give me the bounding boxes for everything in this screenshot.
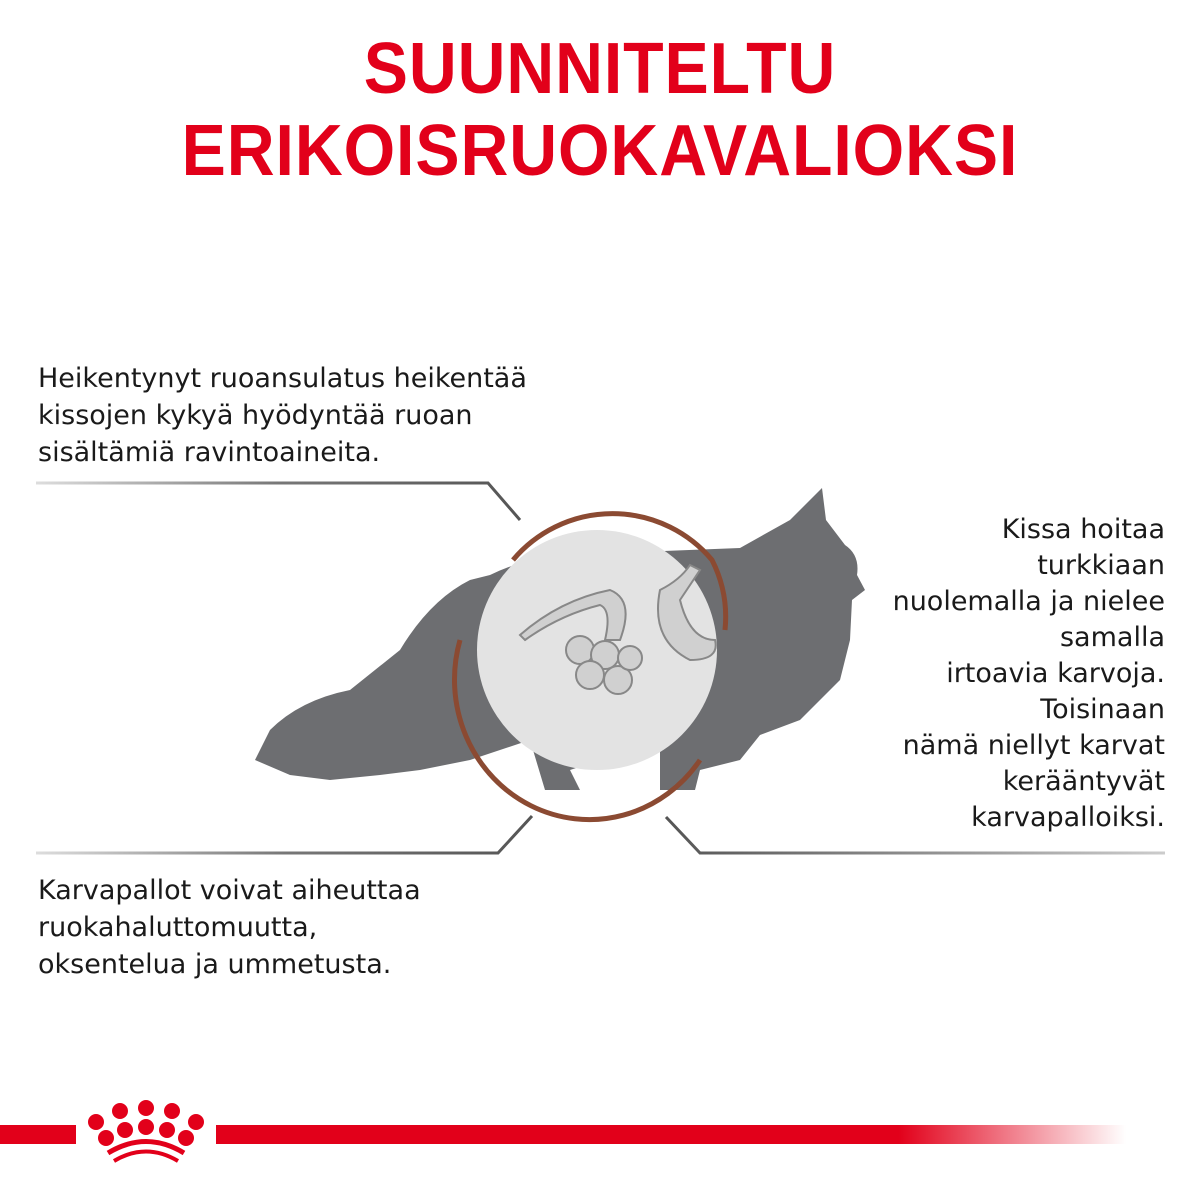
callout-right bbox=[893, 512, 1165, 836]
callout-line: kerääntyvät bbox=[1002, 766, 1165, 797]
callout-line: Toisinaan bbox=[1040, 694, 1165, 725]
crown-logo-icon bbox=[88, 1100, 204, 1161]
callout-line: oksentelua ja ummetusta. bbox=[38, 949, 392, 980]
callout-line: Karvapallot voivat aiheuttaa bbox=[38, 875, 421, 906]
callout-line: sisältämiä ravintoaineita. bbox=[38, 437, 381, 468]
callout-line: nämä niellyt karvat bbox=[902, 730, 1165, 761]
callout-line: Heikentynyt ruoansulatus heikentää bbox=[38, 363, 527, 394]
callout-line: karvapalloiksi. bbox=[971, 802, 1165, 833]
callout-line: nuolemalla ja nielee bbox=[892, 586, 1165, 617]
red-bar-right bbox=[216, 1125, 1126, 1144]
title-line-1: SUUNNITELTU bbox=[363, 29, 837, 109]
title-line-2: ERIKOISRUOKAVALIOKSI bbox=[181, 111, 1019, 191]
callout-bottom-left bbox=[38, 872, 421, 983]
callout-line: ruokahaluttomuutta, bbox=[38, 912, 318, 943]
callout-line: turkkiaan bbox=[1037, 550, 1165, 581]
callout-top-left bbox=[38, 360, 527, 471]
red-bar-left bbox=[0, 1125, 76, 1144]
callout-line: irtoavia karvoja. bbox=[946, 658, 1165, 689]
callout-line: kissojen kykyä hyödyntää ruoan bbox=[38, 400, 473, 431]
callout-line: Kissa hoitaa bbox=[1001, 514, 1165, 545]
callout-line: samalla bbox=[1059, 622, 1165, 653]
